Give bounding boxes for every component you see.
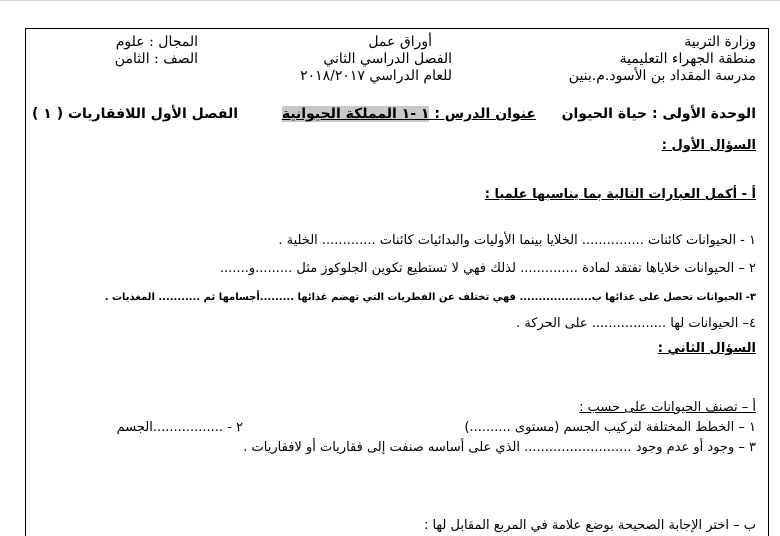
question-1-item-1: ١ - الحيوانات كائنات ............... الخلايا بينما الأوليات والبدائيات كائنات ............. الخلية .: [278, 233, 756, 248]
question-2-item-2: ٢ - .................الجسم: [116, 420, 243, 435]
question-1-item-2: ٢ – الحيوانات خلاياها تفتقد لمادة .............. لذلك فهي لا تستطيع تكوين الجلوكوز مثل .........و.......: [219, 261, 756, 276]
question-1-item-4: ٤– الحيوانات لها .................. على الحركة .: [516, 316, 756, 331]
question-1-title: السؤال الأول :: [661, 138, 756, 153]
question-2-item-3: ٣ – وجود أو عدم وجود .......................... الذي على أساسه صنفت إلى فقاريات أو لافقاريات .: [243, 440, 756, 455]
question-2-item-1: ١ – الخطط المختلفة لتركيب الجسم (مستوى ..........): [464, 420, 756, 435]
question-2-part-b: ب – اختر الإجابة الصحيحة بوضع علامة في المربع المقابل لها :: [423, 518, 756, 533]
header-right-block: [569, 34, 756, 85]
grade: الصف : الثامن: [114, 51, 198, 67]
school-name: مدرسة المقداد بن الأسود.م.بنين: [568, 68, 756, 84]
ministry-name: وزارة التربية: [684, 34, 756, 50]
semester: الفصل الدراسي الثاني: [323, 51, 452, 67]
unit-title: الوحدة الأولى : حياة الحيوان: [561, 106, 756, 122]
worksheet-border: [25, 28, 769, 536]
lesson-title: [282, 106, 536, 122]
header-left-block: [62, 34, 198, 68]
question-2-part-a: أ – تصنف الحيوانات على حسب :: [579, 400, 756, 415]
academic-year: للعام الدراسي ٢٠١٨/٢٠١٧: [300, 68, 452, 84]
worksheet-title: أوراق عمل: [368, 34, 432, 50]
header-center-block: [296, 34, 452, 85]
question-1-part-a: أ - أكمل العبارات التالية بما يناسبها علميا :: [484, 187, 756, 202]
subject: المجال : علوم: [115, 34, 198, 50]
lesson-value: ١ -١ المملكة الحيوانية: [281, 106, 430, 122]
question-1-item-3: ٣- الحيوانات تحصل على غذائها ب................... فهي تختلف عن الفطريات التي تهضم غذائها .........أجسامها ثم ........... المغذيات .: [104, 292, 756, 303]
chapter-title: الفصل الأول اللافقاريات ( ١ ): [32, 106, 239, 122]
question-2-title: السؤال الثاني :: [657, 341, 756, 356]
district-name: منطقة الجهراء التعليمية: [619, 51, 756, 67]
lesson-label: عنوان الدرس :: [434, 106, 536, 122]
